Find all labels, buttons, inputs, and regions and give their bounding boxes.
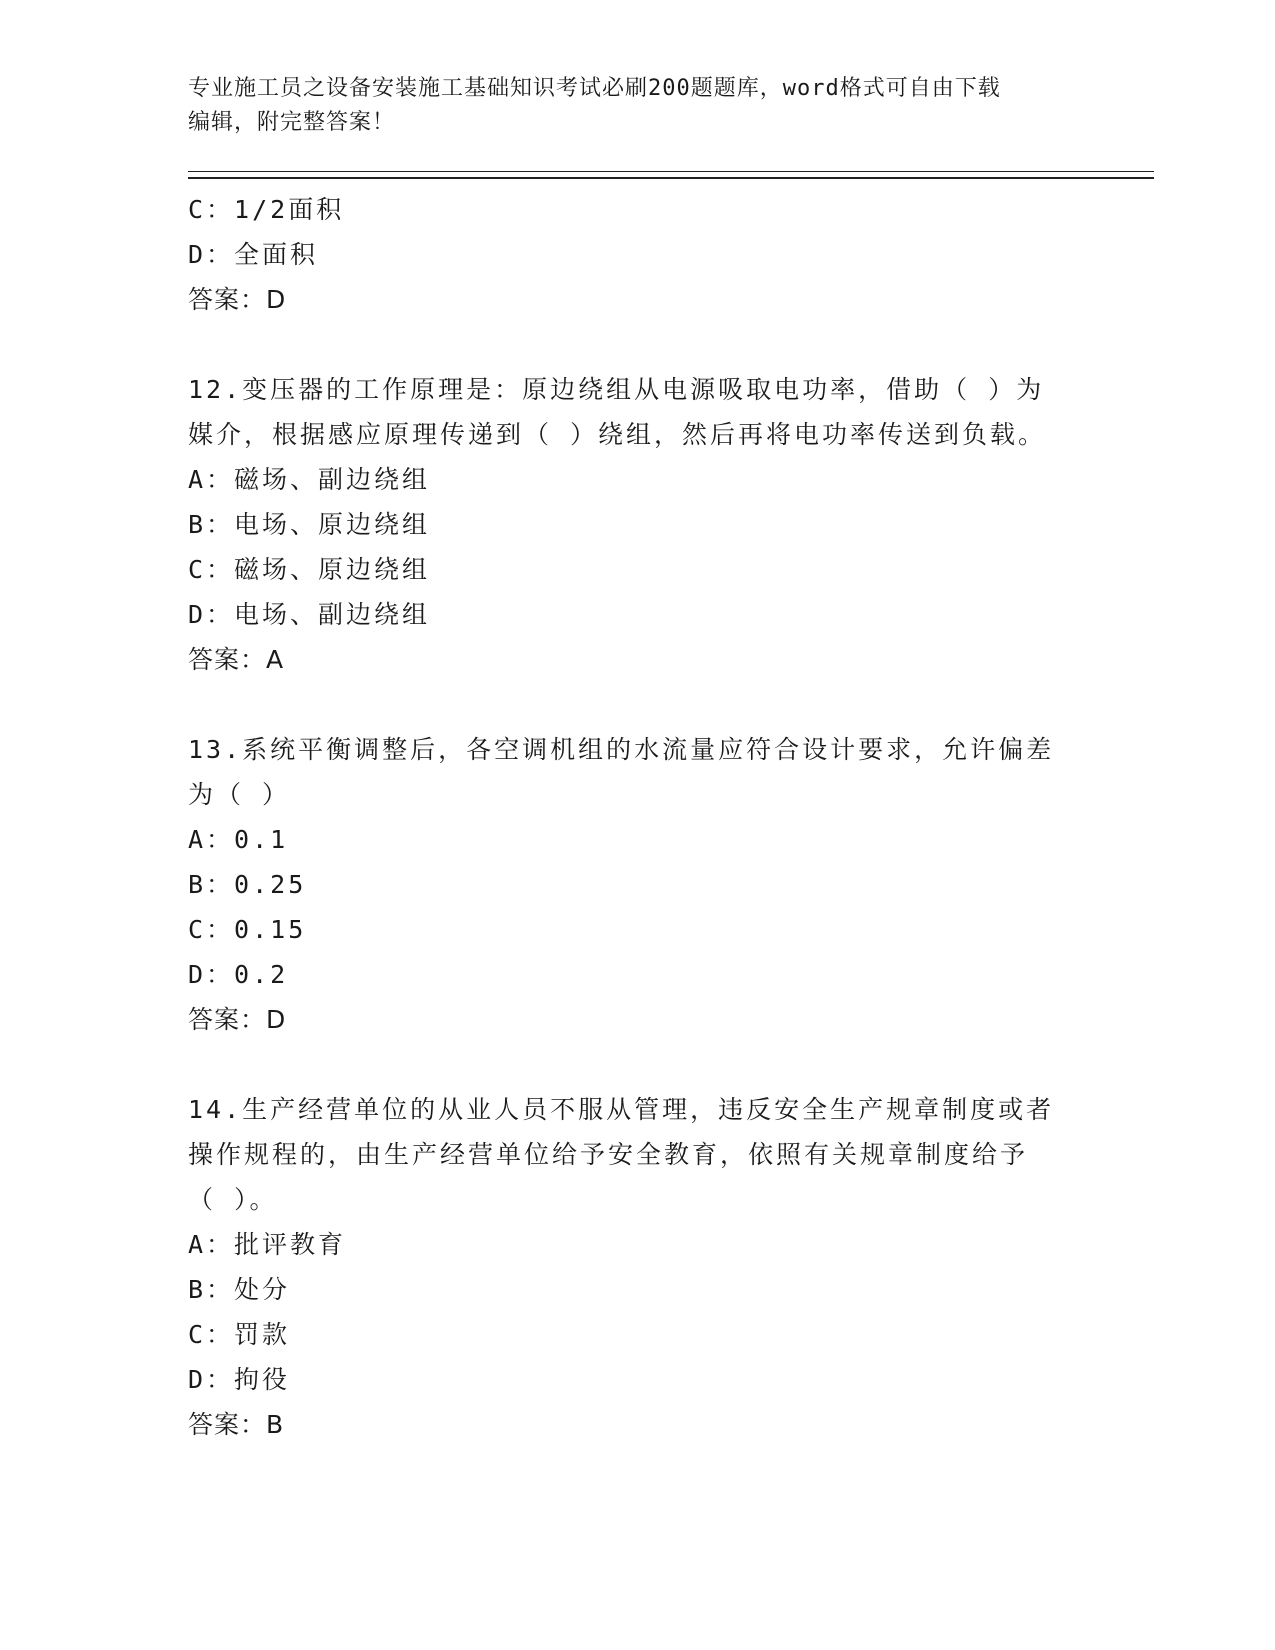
q11-option-d: D：全面积 [188, 240, 319, 269]
q12-option-b: B：电场、原边绕组 [188, 510, 431, 539]
q12-stem-line1: 12.变压器的工作原理是：原边绕组从电源吸取电功率，借助（ ）为 [188, 375, 1045, 404]
header-title-line1: 专业施工员之设备安装施工基础知识考试必刷200题题库，word格式可自由下载 [188, 76, 1001, 101]
q11-option-c: C：1/2面积 [188, 195, 345, 224]
header-divider-thick [188, 177, 1154, 179]
q12-option-a: A：磁场、副边绕组 [188, 465, 431, 494]
q14-stem-line1: 14.生产经营单位的从业人员不服从管理，违反安全生产规章制度或者 [188, 1095, 1055, 1124]
q14-stem-line2: 操作规程的，由生产经营单位给予安全教育，依照有关规章制度给予 [188, 1140, 1029, 1169]
q14-option-a: A：批评教育 [188, 1230, 347, 1259]
q13-option-b: B：0.25 [188, 870, 307, 899]
q14-option-c: C：罚款 [188, 1320, 291, 1349]
q14-option-d: D：拘役 [188, 1365, 291, 1394]
q12-stem-line2: 媒介，根据感应原理传递到（ ）绕组，然后再将电功率传送到负载。 [188, 420, 1047, 449]
q12-option-d: D：电场、副边绕组 [188, 600, 431, 629]
header-title-line2: 编辑，附完整答案！ [188, 110, 396, 135]
q12-answer: 答案：A [188, 645, 285, 674]
q11-answer: 答案：D [188, 285, 287, 314]
q13-stem-line1: 13.系统平衡调整后，各空调机组的水流量应符合设计要求，允许偏差 [188, 735, 1055, 764]
q14-stem-line3: （ ）。 [188, 1185, 278, 1214]
q12-option-c: C：磁场、原边绕组 [188, 555, 431, 584]
q13-option-a: A：0.1 [188, 825, 289, 854]
q14-option-b: B：处分 [188, 1275, 291, 1304]
q13-option-d: D：0.2 [188, 960, 289, 989]
document-header [188, 72, 1088, 140]
q13-option-c: C：0.15 [188, 915, 307, 944]
q13-stem-line2: 为（ ） [188, 780, 291, 809]
q14-answer: 答案：B [188, 1410, 285, 1439]
header-divider-thin [188, 171, 1154, 172]
q13-answer: 答案：D [188, 1005, 287, 1034]
